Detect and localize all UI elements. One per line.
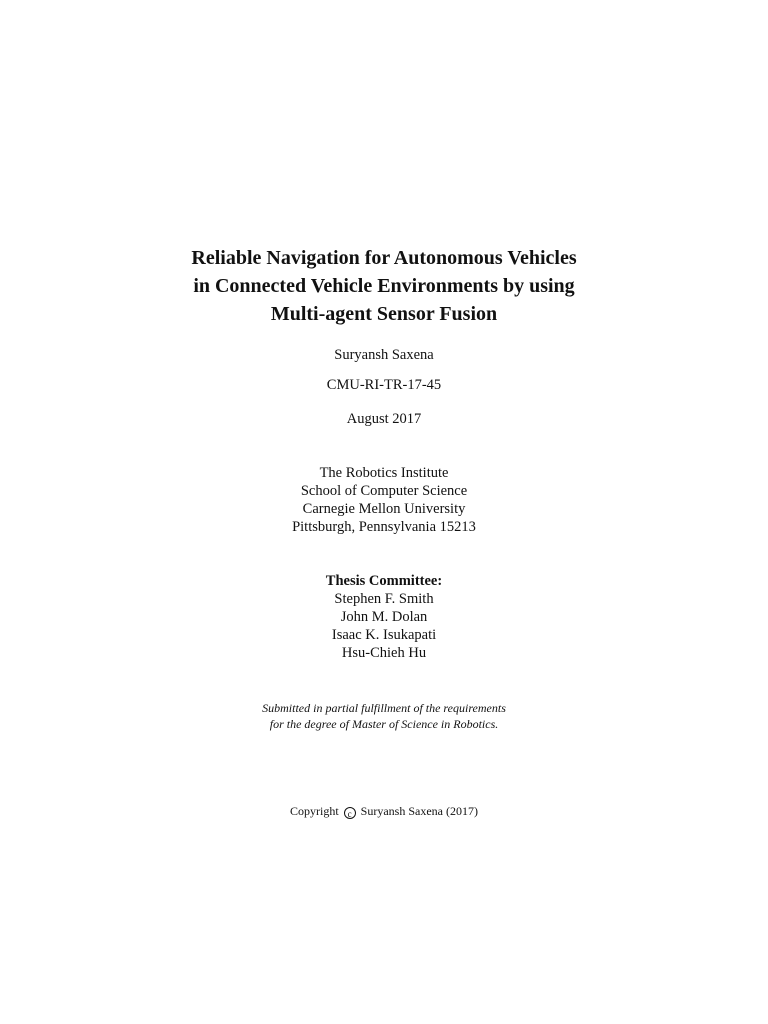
thesis-title [0,244,768,328]
submission-line-1: Submitted in partial fulfillment of the requirements [262,701,506,715]
institution-line-2: School of Computer Science [300,483,468,499]
committee-heading: Thesis Committee: [325,573,443,589]
committee-member: Stephen F. Smith [334,591,434,607]
committee-member: John M. Dolan [340,609,428,625]
title-line-1: Reliable Navigation for Autonomous Vehicles [191,247,577,269]
copyright-prefix: Copyright [290,804,339,818]
institution-line-1: The Robotics Institute [319,465,449,481]
committee-member: Isaac K. Isukapati [331,627,437,643]
institution-line-3: Carnegie Mellon University [302,501,466,517]
submission-line-2: for the degree of Master of Science in Robotics. [269,717,499,731]
copyright-symbol-icon: c [344,807,356,819]
copyright-holder: Suryansh Saxena (2017) [360,804,478,818]
institution-address [0,464,768,536]
submission-statement [0,700,768,732]
title-line-2: in Connected Vehicle Environments by using [193,275,575,297]
thesis-committee [0,572,768,662]
report-number: CMU-RI-TR-17-45 [326,377,442,393]
title-line-3: Multi-agent Sensor Fusion [270,303,498,325]
author-name: Suryansh Saxena [334,347,434,363]
publication-date: August 2017 [346,411,422,427]
copyright-notice [0,803,768,819]
institution-line-4: Pittsburgh, Pennsylvania 15213 [292,519,476,535]
committee-member: Hsu-Chieh Hu [341,645,427,661]
